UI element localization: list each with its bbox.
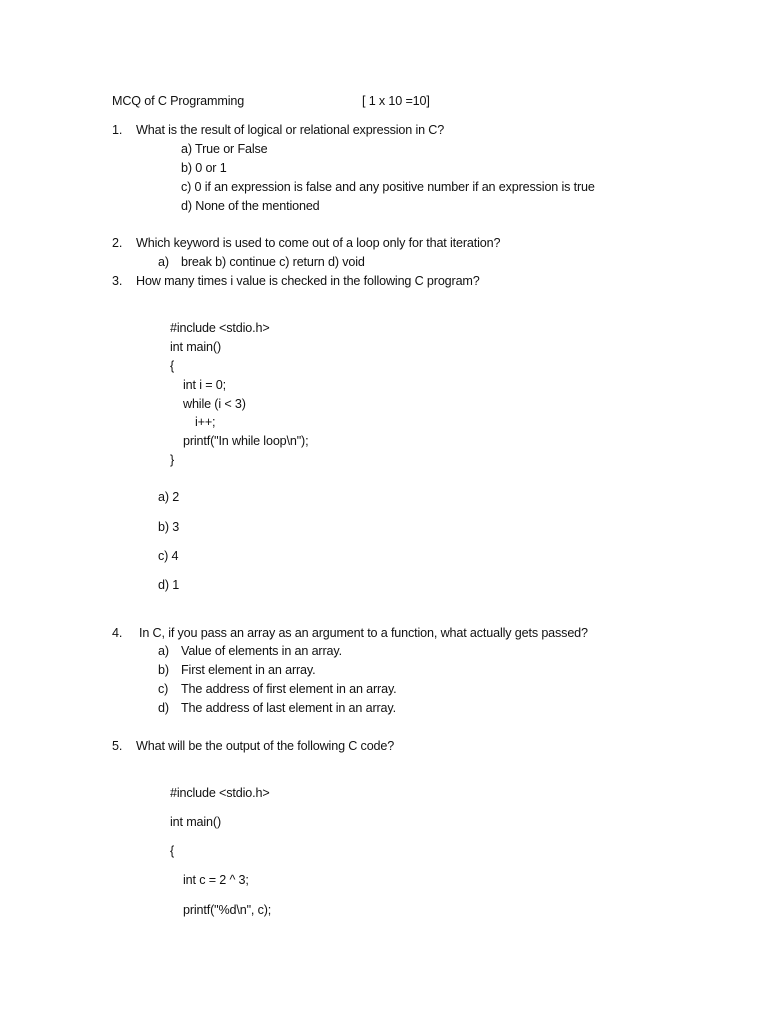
document-title: MCQ of C Programming xyxy=(112,94,245,108)
code-line: int main() xyxy=(170,340,221,354)
answer-option: First element in an array. xyxy=(181,663,316,677)
answer-option: c) 0 if an expression is false and any positive number if an expression is true xyxy=(181,180,595,194)
option-marker: c) xyxy=(158,682,169,696)
question-number: 1. xyxy=(112,123,123,137)
question-number: 4. xyxy=(112,626,123,640)
option-marker: a) xyxy=(158,644,169,658)
code-line: int i = 0; xyxy=(183,378,226,392)
code-line: } xyxy=(170,453,175,467)
code-line: { xyxy=(170,844,175,858)
code-line: printf("%d\n", c); xyxy=(183,903,272,917)
question-number: 2. xyxy=(112,236,123,250)
answer-option: a) True or False xyxy=(181,142,268,156)
question-text: Which keyword is used to come out of a loop only for that iteration? xyxy=(136,236,501,250)
answer-option: b) 3 xyxy=(158,520,180,534)
marks-label: [ 1 x 10 =10] xyxy=(362,94,430,108)
code-line: { xyxy=(170,359,175,373)
question-text: What is the result of logical or relational expression in C? xyxy=(136,123,445,137)
question-text: What will be the output of the following C code? xyxy=(136,739,395,753)
code-line: int main() xyxy=(170,815,221,829)
answer-options-line: break b) continue c) return d) void xyxy=(181,255,365,269)
option-marker: d) xyxy=(158,701,169,715)
answer-option: d) None of the mentioned xyxy=(181,199,320,213)
option-marker: a) xyxy=(158,255,169,269)
code-line: #include <stdio.h> xyxy=(170,786,270,800)
answer-option: Value of elements in an array. xyxy=(181,644,342,658)
code-line: i++; xyxy=(195,415,216,429)
answer-option: b) 0 or 1 xyxy=(181,161,227,175)
question-text: How many times i value is checked in the following C program? xyxy=(136,274,480,288)
answer-option: d) 1 xyxy=(158,578,180,592)
answer-option: a) 2 xyxy=(158,490,180,504)
question-number: 5. xyxy=(112,739,123,753)
answer-option: c) 4 xyxy=(158,549,179,563)
answer-option: The address of last element in an array. xyxy=(181,701,396,715)
code-line: int c = 2 ^ 3; xyxy=(183,873,249,887)
code-line: #include <stdio.h> xyxy=(170,321,270,335)
code-line: while (i < 3) xyxy=(183,397,246,411)
question-number: 3. xyxy=(112,274,123,288)
option-marker: b) xyxy=(158,663,169,677)
answer-option: The address of first element in an array. xyxy=(181,682,397,696)
code-line: printf("In while loop\n"); xyxy=(183,434,309,448)
question-text: In C, if you pass an array as an argument to a function, what actually gets passed? xyxy=(139,626,588,640)
